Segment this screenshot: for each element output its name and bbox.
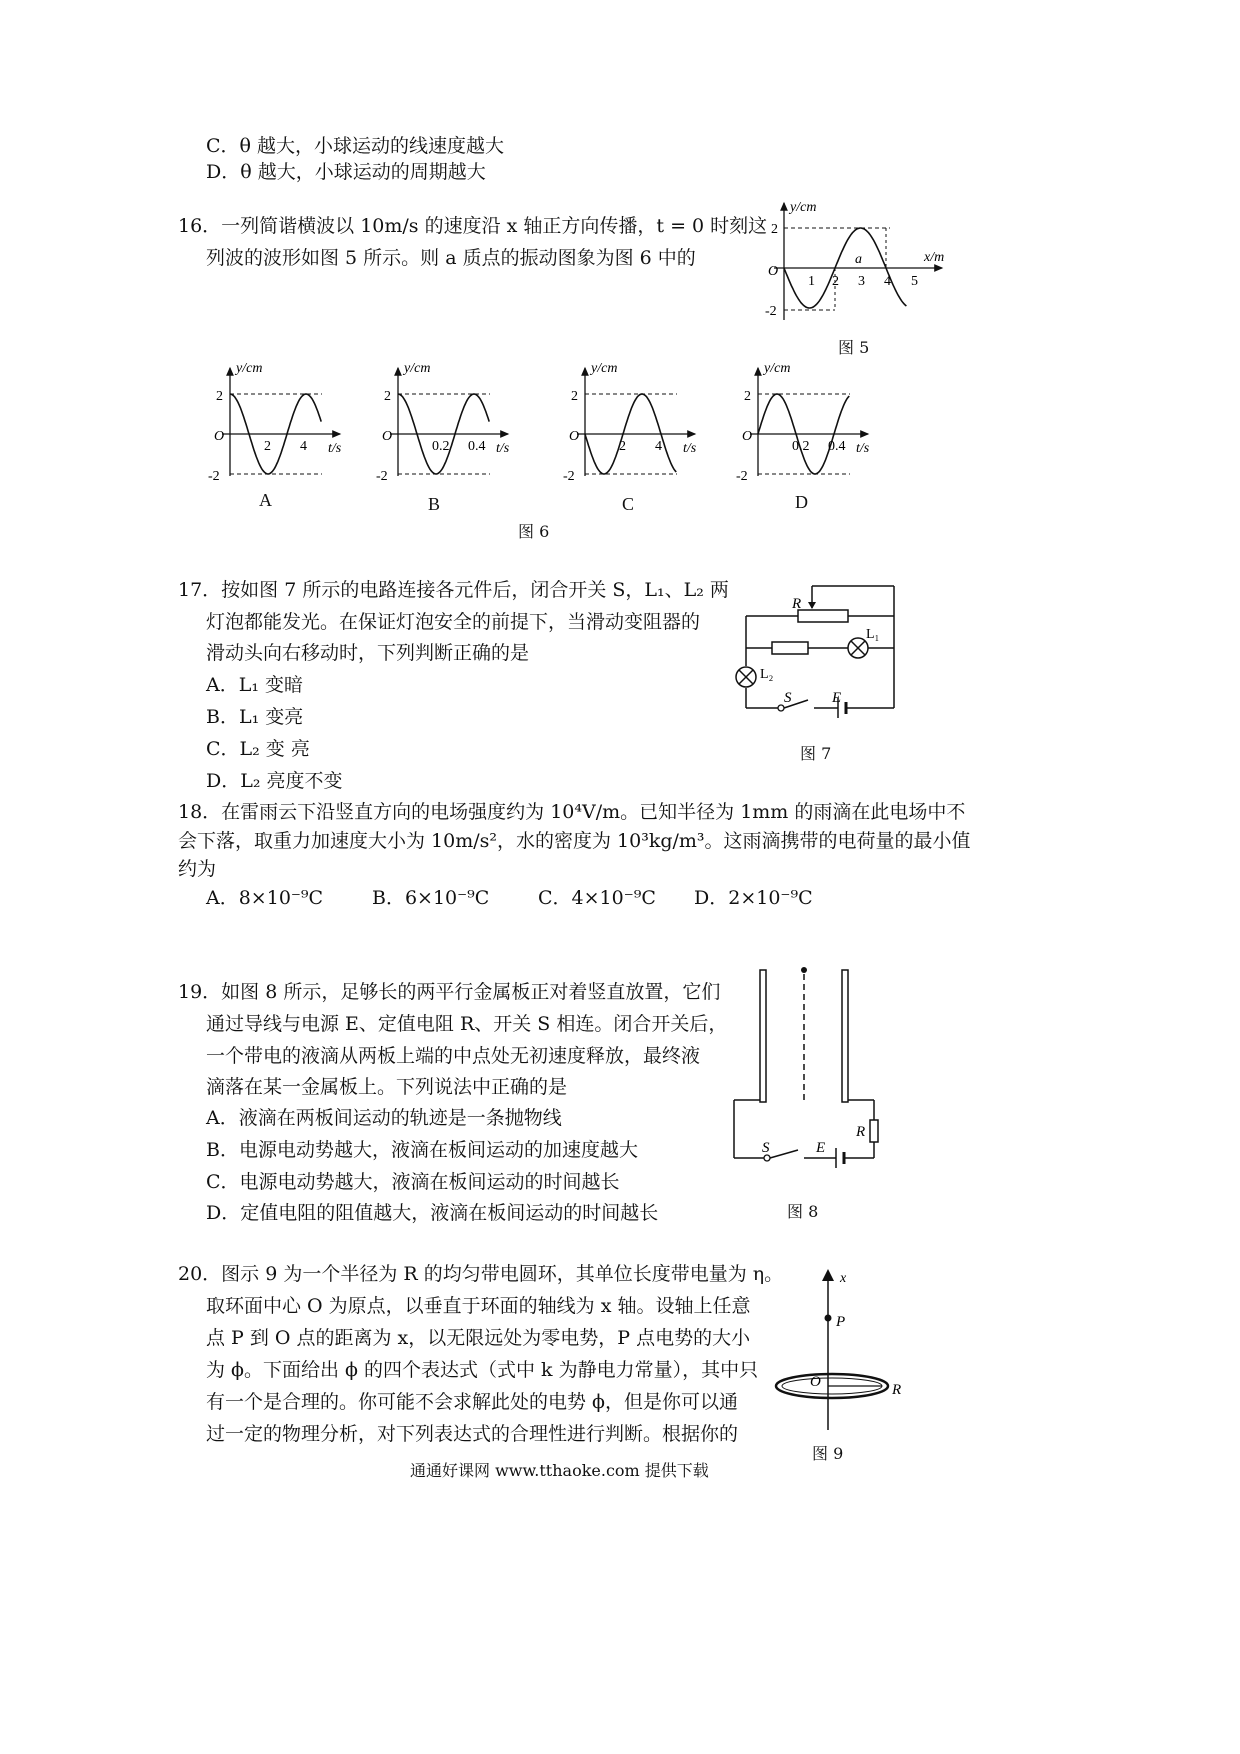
fig6-panel-d	[736, 361, 870, 484]
q18-option-a: A．8×10⁻⁹C	[206, 887, 324, 909]
q20-line3: 点 P 到 O 点的距离为 x，以无限远处为零电势，P 点电势的大小	[206, 1327, 751, 1349]
fig6-ytick-neg: -2	[208, 469, 220, 484]
fig6-ylabel: y/cm	[404, 361, 431, 376]
fig6-panel-d-letter: D	[795, 492, 808, 512]
fig6-tlabel: t/s	[683, 441, 697, 456]
fig7-label-e: E	[832, 690, 842, 706]
q20-line4: 为 ϕ。下面给出 ϕ 的四个表达式（式中 k 为静电力常量），其中只	[206, 1359, 759, 1381]
fig5-xlabel: x/m	[924, 250, 945, 265]
fig6-ylabel: y/cm	[764, 361, 791, 376]
figure-6	[200, 358, 900, 508]
fig5-ytick-pos: 2	[771, 222, 778, 237]
fig9-caption: 图 9	[812, 1444, 844, 1463]
fig8-label-e: E	[816, 1140, 826, 1156]
fig5-xtick: 2	[832, 274, 839, 289]
q20-line2: 取环面中心 O 为原点，以垂直于环面的轴线为 x 轴。设轴上任意	[206, 1295, 751, 1317]
fig6-tick: 4	[655, 439, 662, 454]
q16-line1: 16．一列简谐横波以 10m/s 的速度沿 x 轴正方向传播，t = 0 时刻这	[178, 215, 768, 237]
fig6-tick: 0.4	[828, 439, 846, 454]
q20-line1: 20．图示 9 为一个半径为 R 的均匀带电圆环，其单位长度带电量为 η。	[178, 1263, 784, 1285]
fig5-ytick-neg: -2	[765, 304, 777, 319]
q19-option-b: B．电源电动势越大，液滴在板间运动的加速度越大	[206, 1139, 638, 1161]
fig9-label-x: x	[840, 1271, 847, 1286]
fig5-ylabel: y/cm	[790, 200, 817, 215]
q18-option-d: D．2×10⁻⁹C	[694, 887, 813, 909]
q19-line4: 滴落在某一金属板上。下列说法中正确的是	[206, 1076, 568, 1098]
fig6-ytick-pos: 2	[571, 389, 578, 404]
fig6-tlabel: t/s	[328, 441, 342, 456]
fig6-ylabel: y/cm	[236, 361, 263, 376]
q17-option-c: C．L₂ 变 亮	[206, 738, 310, 760]
fig6-tick: 2	[264, 439, 271, 454]
q18-line3: 约为	[178, 858, 217, 880]
fig6-panel-a-letter: A	[259, 490, 272, 510]
fig6-ytick-pos: 2	[384, 389, 391, 404]
q17-line2: 灯泡都能发光。在保证灯泡安全的前提下，当滑动变阻器的	[206, 611, 701, 633]
fig6-panel-c-letter: C	[622, 494, 635, 514]
fig6-ytick-neg: -2	[736, 469, 748, 484]
page-footer: 通通好课网 www.tthaoke.com 提供下载	[410, 1461, 709, 1480]
q19-option-d: D．定值电阻的阻值越大，液滴在板间运动的时间越长	[206, 1202, 659, 1224]
q15-option-d: D．θ 越大，小球运动的周期越大	[206, 161, 486, 183]
q19-option-a: A．液滴在两板间运动的轨迹是一条抛物线	[206, 1107, 562, 1129]
fig6-tick: 2	[619, 439, 626, 454]
fig7-label-l1: L₁	[866, 627, 880, 642]
q17-option-b: B．L₁ 变亮	[206, 706, 304, 728]
fig6-origin: O	[742, 429, 753, 444]
fig6-ytick-pos: 2	[216, 389, 223, 404]
fig5-xtick: 4	[884, 274, 891, 289]
q17-option-d: D．L₂ 亮度不变	[206, 770, 343, 792]
fig7-caption: 图 7	[800, 744, 832, 763]
q19-line2: 通过导线与电源 E、定值电阻 R、开关 S 相连。闭合开关后，	[206, 1013, 728, 1035]
fig6-ylabel: y/cm	[591, 361, 618, 376]
q15-option-c: C．θ 越大，小球运动的线速度越大	[206, 135, 505, 157]
fig6-ytick-neg: -2	[376, 469, 388, 484]
q18-option-c: C．4×10⁻⁹C	[538, 887, 656, 909]
fig9-label-r: R	[892, 1382, 902, 1398]
fig5-point-a: a	[855, 252, 862, 267]
fig6-tlabel: t/s	[496, 441, 510, 456]
q19-option-c: C．电源电动势越大，液滴在板间运动的时间越长	[206, 1171, 620, 1193]
fig6-origin: O	[569, 429, 580, 444]
fig5-xtick: 3	[858, 274, 865, 289]
fig8-caption: 图 8	[787, 1202, 819, 1221]
fig6-tick: 0.4	[468, 439, 486, 454]
fig6-panel-b-letter: B	[428, 494, 441, 514]
q18-option-b: B．6×10⁻⁹C	[372, 887, 490, 909]
figure-7	[728, 578, 908, 718]
fig9-label-p: P	[836, 1314, 846, 1330]
fig8-label-s: S	[762, 1140, 770, 1156]
fig5-caption: 图 5	[838, 338, 870, 357]
fig6-ytick-pos: 2	[744, 389, 751, 404]
fig8-label-r: R	[856, 1124, 866, 1140]
fig5-origin: O	[768, 264, 779, 279]
q20-line5: 有一个是合理的。你可能不会求解此处的电势 ϕ，但是你可以通	[206, 1391, 738, 1413]
fig7-label-l2: L₂	[760, 667, 774, 682]
fig6-tick: 0.2	[792, 439, 810, 454]
fig6-panel-a	[208, 361, 342, 484]
fig6-origin: O	[214, 429, 225, 444]
fig5-xtick: 5	[911, 274, 918, 289]
fig6-ytick-neg: -2	[563, 469, 575, 484]
q18-line1: 18．在雷雨云下沿竖直方向的电场强度约为 10⁴V/m。已知半径为 1mm 的雨滴在此电场中不	[178, 801, 966, 823]
fig6-tick: 0.2	[432, 439, 450, 454]
fig6-panel-b	[376, 361, 510, 484]
q20-line6: 过一定的物理分析，对下列表达式的合理性进行判断。根据你的	[206, 1423, 739, 1445]
figure-9	[760, 1262, 920, 1442]
q17-option-a: A．L₁ 变暗	[206, 674, 303, 696]
fig9-label-o: O	[810, 1374, 821, 1390]
fig5-xtick: 1	[808, 274, 815, 289]
fig6-caption: 图 6	[518, 522, 550, 541]
q16-line2: 列波的波形如图 5 所示。则 a 质点的振动图象为图 6 中的	[206, 247, 696, 269]
q17-line3: 滑动头向右移动时，下列判断正确的是	[206, 642, 530, 664]
q18-line2: 会下落，取重力加速度大小为 10m/s²，水的密度为 10³kg/m³。这雨滴携带的电荷量的最小值	[178, 830, 971, 852]
q19-line1: 19．如图 8 所示，足够长的两平行金属板正对着竖直放置，它们	[178, 981, 721, 1003]
fig6-panel-c	[563, 361, 697, 484]
q19-line3: 一个带电的液滴从两板上端的中点处无初速度释放，最终液	[206, 1045, 701, 1067]
q17-line1: 17．按如图 7 所示的电路连接各元件后，闭合开关 S，L₁、L₂ 两	[178, 579, 729, 601]
fig6-origin: O	[382, 429, 393, 444]
figure-8	[724, 962, 894, 1172]
fig7-label-s: S	[784, 690, 792, 706]
fig7-label-r: R	[792, 596, 802, 612]
fig6-tick: 4	[300, 439, 307, 454]
fig6-tlabel: t/s	[856, 441, 870, 456]
